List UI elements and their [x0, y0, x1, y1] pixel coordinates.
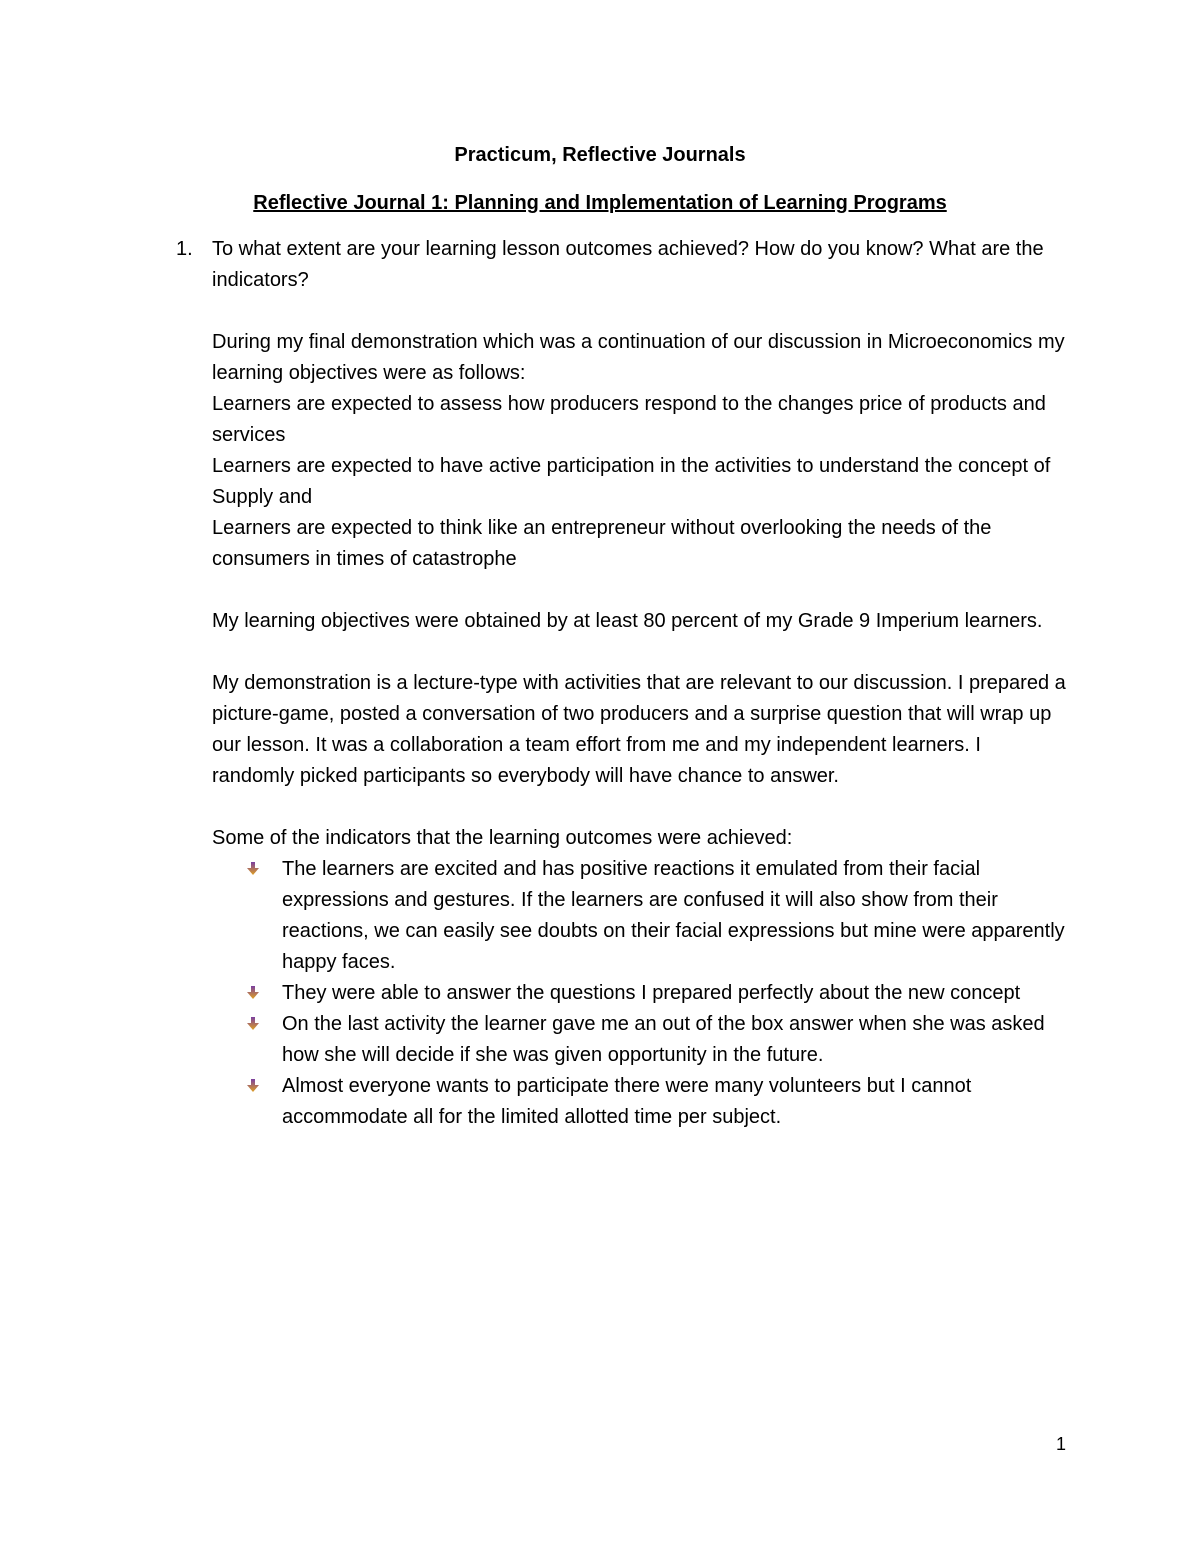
list-item-text: On the last activity the learner gave me an out of the box answer when she was asked how she will decide if she was given opportunity in the future. — [282, 1013, 1045, 1066]
answer-block — [176, 327, 1066, 854]
document-title: Practicum, Reflective Journals — [454, 144, 746, 166]
list-item — [282, 978, 1066, 1009]
arrow-down-bullet-icon — [246, 1017, 260, 1031]
list-item-text: The learners are excited and has positive reactions it emulated from their facial expressions and gestures. If the learners are confused it will also show from their reactions, we can easily see doubts on their facial expressions but mine were apparently happy faces. — [282, 858, 1065, 973]
question-number: 1. — [176, 238, 193, 260]
document-body — [176, 234, 1066, 1133]
arrow-down-bullet-icon — [246, 986, 260, 1000]
objective-2: Learners are expected to have active participation in the activities to understand the concept of Supply and — [212, 455, 1051, 508]
document-subtitle: Reflective Journal 1: Planning and Implementation of Learning Programs — [253, 192, 947, 214]
list-item — [282, 854, 1066, 978]
paragraph-indicators-intro: Some of the indicators that the learning outcomes were achieved: — [212, 827, 793, 849]
list-item-text: Almost everyone wants to participate there were many volunteers but I cannot accommodate all for the limited allotted time per subject. — [282, 1075, 972, 1128]
paragraph-result: My learning objectives were obtained by at least 80 percent of my Grade 9 Imperium learners. — [212, 610, 1043, 632]
list-item — [282, 1009, 1066, 1071]
page-number: 1 — [1055, 1434, 1066, 1454]
question-item — [176, 234, 1066, 296]
arrow-down-bullet-icon — [246, 1079, 260, 1093]
indicator-list — [176, 854, 1066, 1133]
paragraph-intro: During my final demonstration which was a continuation of our discussion in Microeconomics my learning objectives were as follows: — [212, 331, 1065, 384]
list-item-text: They were able to answer the questions I prepared perfectly about the new concept — [282, 982, 1021, 1004]
paragraph-method: My demonstration is a lecture-type with activities that are relevant to our discussion. I prepared a picture-game, posted a conversation of two producers and a surprise question that will wrap up our lesson. It was a collaboration a team effort from me and my independent learners. I randomly picked participants so everybody will have chance to answer. — [212, 672, 1066, 787]
objective-3: Learners are expected to think like an entrepreneur without overlooking the needs of the consumers in times of catastrophe — [212, 517, 992, 570]
question-text: To what extent are your learning lesson outcomes achieved? How do you know? What are the indicators? — [212, 238, 1044, 291]
list-item — [282, 1071, 1066, 1133]
objective-1: Learners are expected to assess how producers respond to the changes price of products and services — [212, 393, 1046, 446]
arrow-down-bullet-icon — [246, 862, 260, 876]
